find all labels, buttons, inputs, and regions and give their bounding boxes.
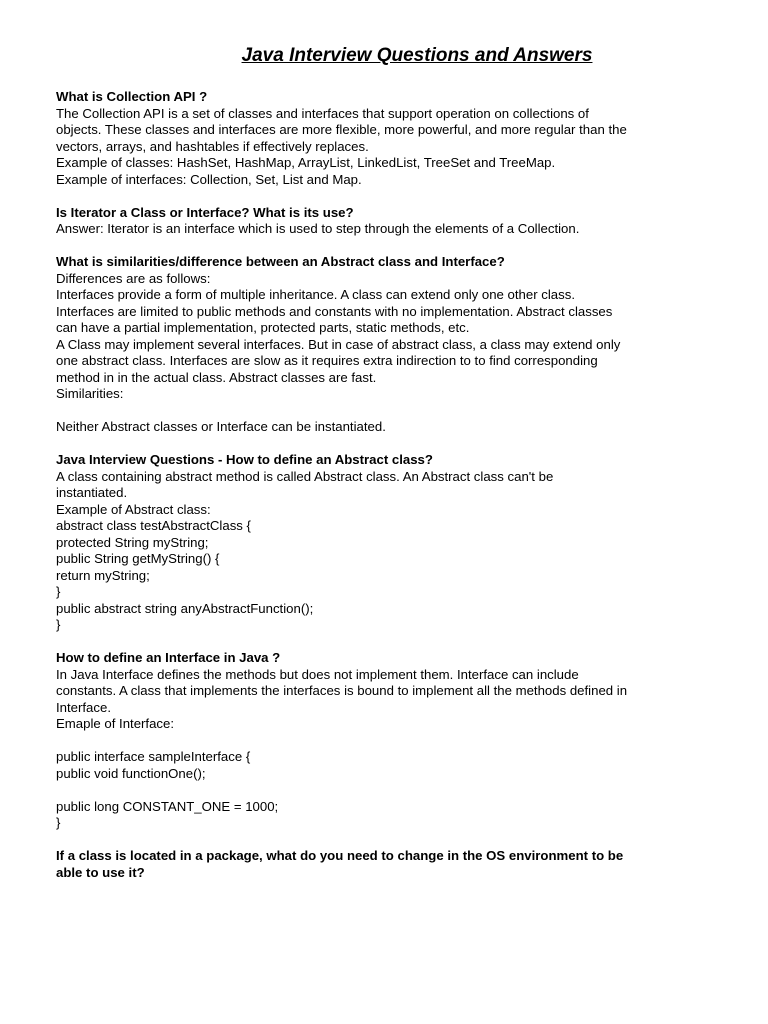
answer-line: In Java Interface defines the methods but does not implement them. Interface can include [56,666,579,682]
answer-line: method in in the actual class. Abstract classes are fast. [56,369,377,385]
page-title: Java Interview Questions and Answers [241,45,593,66]
answer-line: Example of classes: HashSet, HashMap, ArrayList, LinkedList, TreeSet and TreeMap. [56,155,556,170]
question-heading: How to define an Interface in Java ? [56,650,281,665]
answer-line: The Collection API is a set of classes and interfaces that support operation on collections of [56,105,589,121]
code-line: public interface sampleInterface { [56,749,251,764]
question-heading-continued: able to use it? [56,864,145,880]
answer-line: instantiated. [56,485,128,500]
answer-line: Interfaces provide a form of multiple inheritance. A class can extend only one other class. [56,287,575,302]
blank-line [56,403,718,420]
code-line: protected String myString; [56,534,209,550]
code-line: } [56,584,61,599]
code-line: abstract class testAbstractClass { [56,518,251,533]
answer-line: Interface. [56,699,111,715]
answer-line: Example of interfaces: Collection, Set, List and Map. [56,171,362,187]
question-heading: Is Iterator a Class or Interface? What is its use? [56,204,354,220]
qa-section-package-os [56,848,718,881]
question-heading: Java Interview Questions - How to define an Abstract class? [56,452,433,467]
blank-line [56,733,718,750]
code-line: return myString; [56,567,150,583]
question-heading: What is Collection API ? [56,89,208,104]
qa-section-abstract-vs-interface [56,254,718,436]
code-line: public long CONSTANT_ONE = 1000; [56,798,279,814]
answer-line: A Class may implement several interfaces. But in case of abstract class, a class may extend only [56,336,621,352]
code-line: public abstract string anyAbstractFunction(); [56,600,314,616]
code-line: public void functionOne(); [56,765,206,781]
answer-line: constants. A class that implements the interfaces is bound to implement all the methods defined in [56,683,628,698]
qa-section-collection-api [56,89,718,188]
answer-line: can have a partial implementation, protected parts, static methods, etc. [56,320,470,335]
answer-line: one abstract class. Interfaces are slow as it requires extra indirection to to find corresponding [56,353,598,368]
answer-line: vectors, arrays, and hashtables if effectively replaces. [56,138,369,154]
code-line: } [56,617,61,632]
answer-line: objects. These classes and interfaces are more flexible, more powerful, and more regular than the [56,122,627,137]
answer-line: Emaple of Interface: [56,716,175,731]
qa-section-abstract-class [56,452,718,634]
answer-line: Similarities: [56,386,124,401]
answer-line: Interfaces are limited to public methods and constants with no implementation. Abstract classes [56,303,613,319]
answer-line: Neither Abstract classes or Interface can be instantiated. [56,419,386,434]
answer-line: Differences are as follows: [56,270,211,286]
document-page [56,44,718,898]
qa-section-iterator [56,205,718,238]
blank-line [56,782,718,799]
answer-line: Example of Abstract class: [56,501,211,517]
question-heading: What is similarities/difference between an Abstract class and Interface? [56,254,505,269]
code-line: public String getMyString() { [56,551,220,566]
answer-line: Answer: Iterator is an interface which is used to step through the elements of a Collection. [56,221,580,236]
code-line: } [56,815,61,830]
question-heading: If a class is located in a package, what do you need to change in the OS environment to be [56,848,624,863]
answer-line: A class containing abstract method is called Abstract class. An Abstract class can't be [56,468,554,484]
qa-section-interface [56,650,718,832]
